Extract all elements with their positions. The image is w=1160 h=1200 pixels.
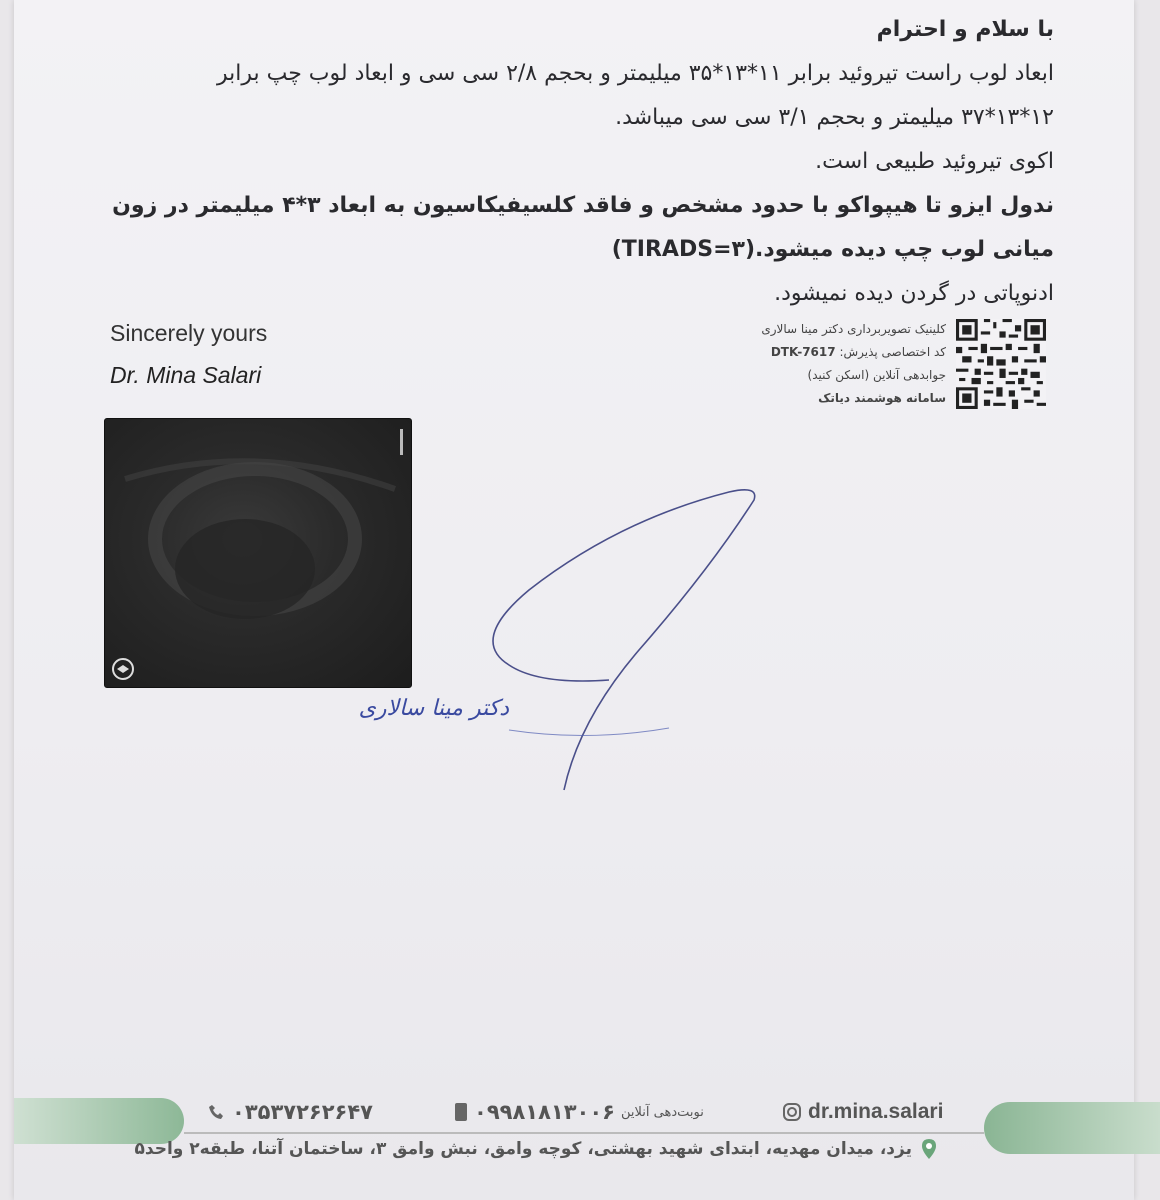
report-line-1: ابعاد لوب راست تیروئید برابر ۱۱*۱۳*۳۵ میلیمتر و بحجم ۲/۸ سی سی و ابعاد لوب چپ برابر	[216, 61, 1054, 86]
phone-icon	[206, 1102, 226, 1122]
ultrasound-image	[104, 418, 412, 688]
report-line-6: ادنوپاتی در گردن دیده نمیشود.	[774, 281, 1054, 306]
document-page	[14, 0, 1134, 1200]
location-pin-icon	[920, 1138, 938, 1160]
phone-number: ۰۳۵۳۷۲۶۲۶۴۷	[232, 1100, 373, 1124]
admission-code-label: کد اختصاصی پذیرش:	[839, 345, 946, 359]
footer-divider	[184, 1132, 984, 1134]
footer-band-right	[984, 1102, 1160, 1154]
qr-block	[761, 318, 1046, 410]
ultrasound-texture	[105, 419, 413, 689]
report-line-3: اکوی تیروئید طبیعی است.	[815, 149, 1054, 174]
footer-instagram	[782, 1098, 943, 1126]
footer-address	[134, 1138, 938, 1160]
footer-phone	[206, 1098, 373, 1126]
address-text: یزد، میدان مهدیه، ابتدای شهید بهشتی، کوچه وامق، نبش وامق ۳، ساختمان آتنا، طبقه۲ واحد۵	[134, 1139, 912, 1159]
qr-text	[761, 318, 946, 410]
online-booking-label: نوبت‌دهی آنلاین	[621, 1104, 704, 1120]
footer-online-booking	[454, 1098, 704, 1126]
report-line-4: ندول ایزو تا هیپواکو با حدود مشخص و فاقد کلسیفیکاسیون به ابعاد ۳*۴ میلیمتر در زون	[112, 193, 1054, 218]
instagram-handle: dr.mina.salari	[808, 1100, 944, 1123]
report-body	[54, 8, 1054, 316]
online-results: جوابدهی آنلاین (اسکن کنید)	[807, 368, 946, 382]
closing-sincerely: Sincerely yours	[110, 320, 268, 346]
instagram-icon	[782, 1102, 802, 1122]
ultrasound-logo-icon	[111, 657, 135, 681]
admission-code-row	[761, 341, 946, 364]
signature-image	[358, 480, 789, 800]
greeting: با سلام و احترام	[876, 17, 1054, 42]
smart-system: سامانه هوشمند دیاتک	[818, 391, 946, 405]
report-line-5: میانی لوب چپ دیده میشود.(TIRADS=۳)	[611, 237, 1054, 262]
online-booking-number: ۰۹۹۸۱۸۱۳۰۰۶	[474, 1100, 615, 1124]
admission-code: DTK-7617	[770, 345, 836, 359]
signature-stamp-text: دکتر مینا سالاری	[358, 696, 509, 721]
mobile-icon	[454, 1102, 468, 1122]
ultrasound-marker	[400, 429, 403, 455]
doctor-name: Dr. Mina Salari	[110, 362, 262, 388]
report-line-2: ۱۲*۱۳*۳۷ میلیمتر و بحجم ۳/۱ سی سی میباشد.	[615, 105, 1054, 130]
clinic-name: کلینیک تصویربرداری دکتر مینا سالاری	[761, 322, 946, 336]
qr-code-icon[interactable]	[956, 318, 1046, 410]
